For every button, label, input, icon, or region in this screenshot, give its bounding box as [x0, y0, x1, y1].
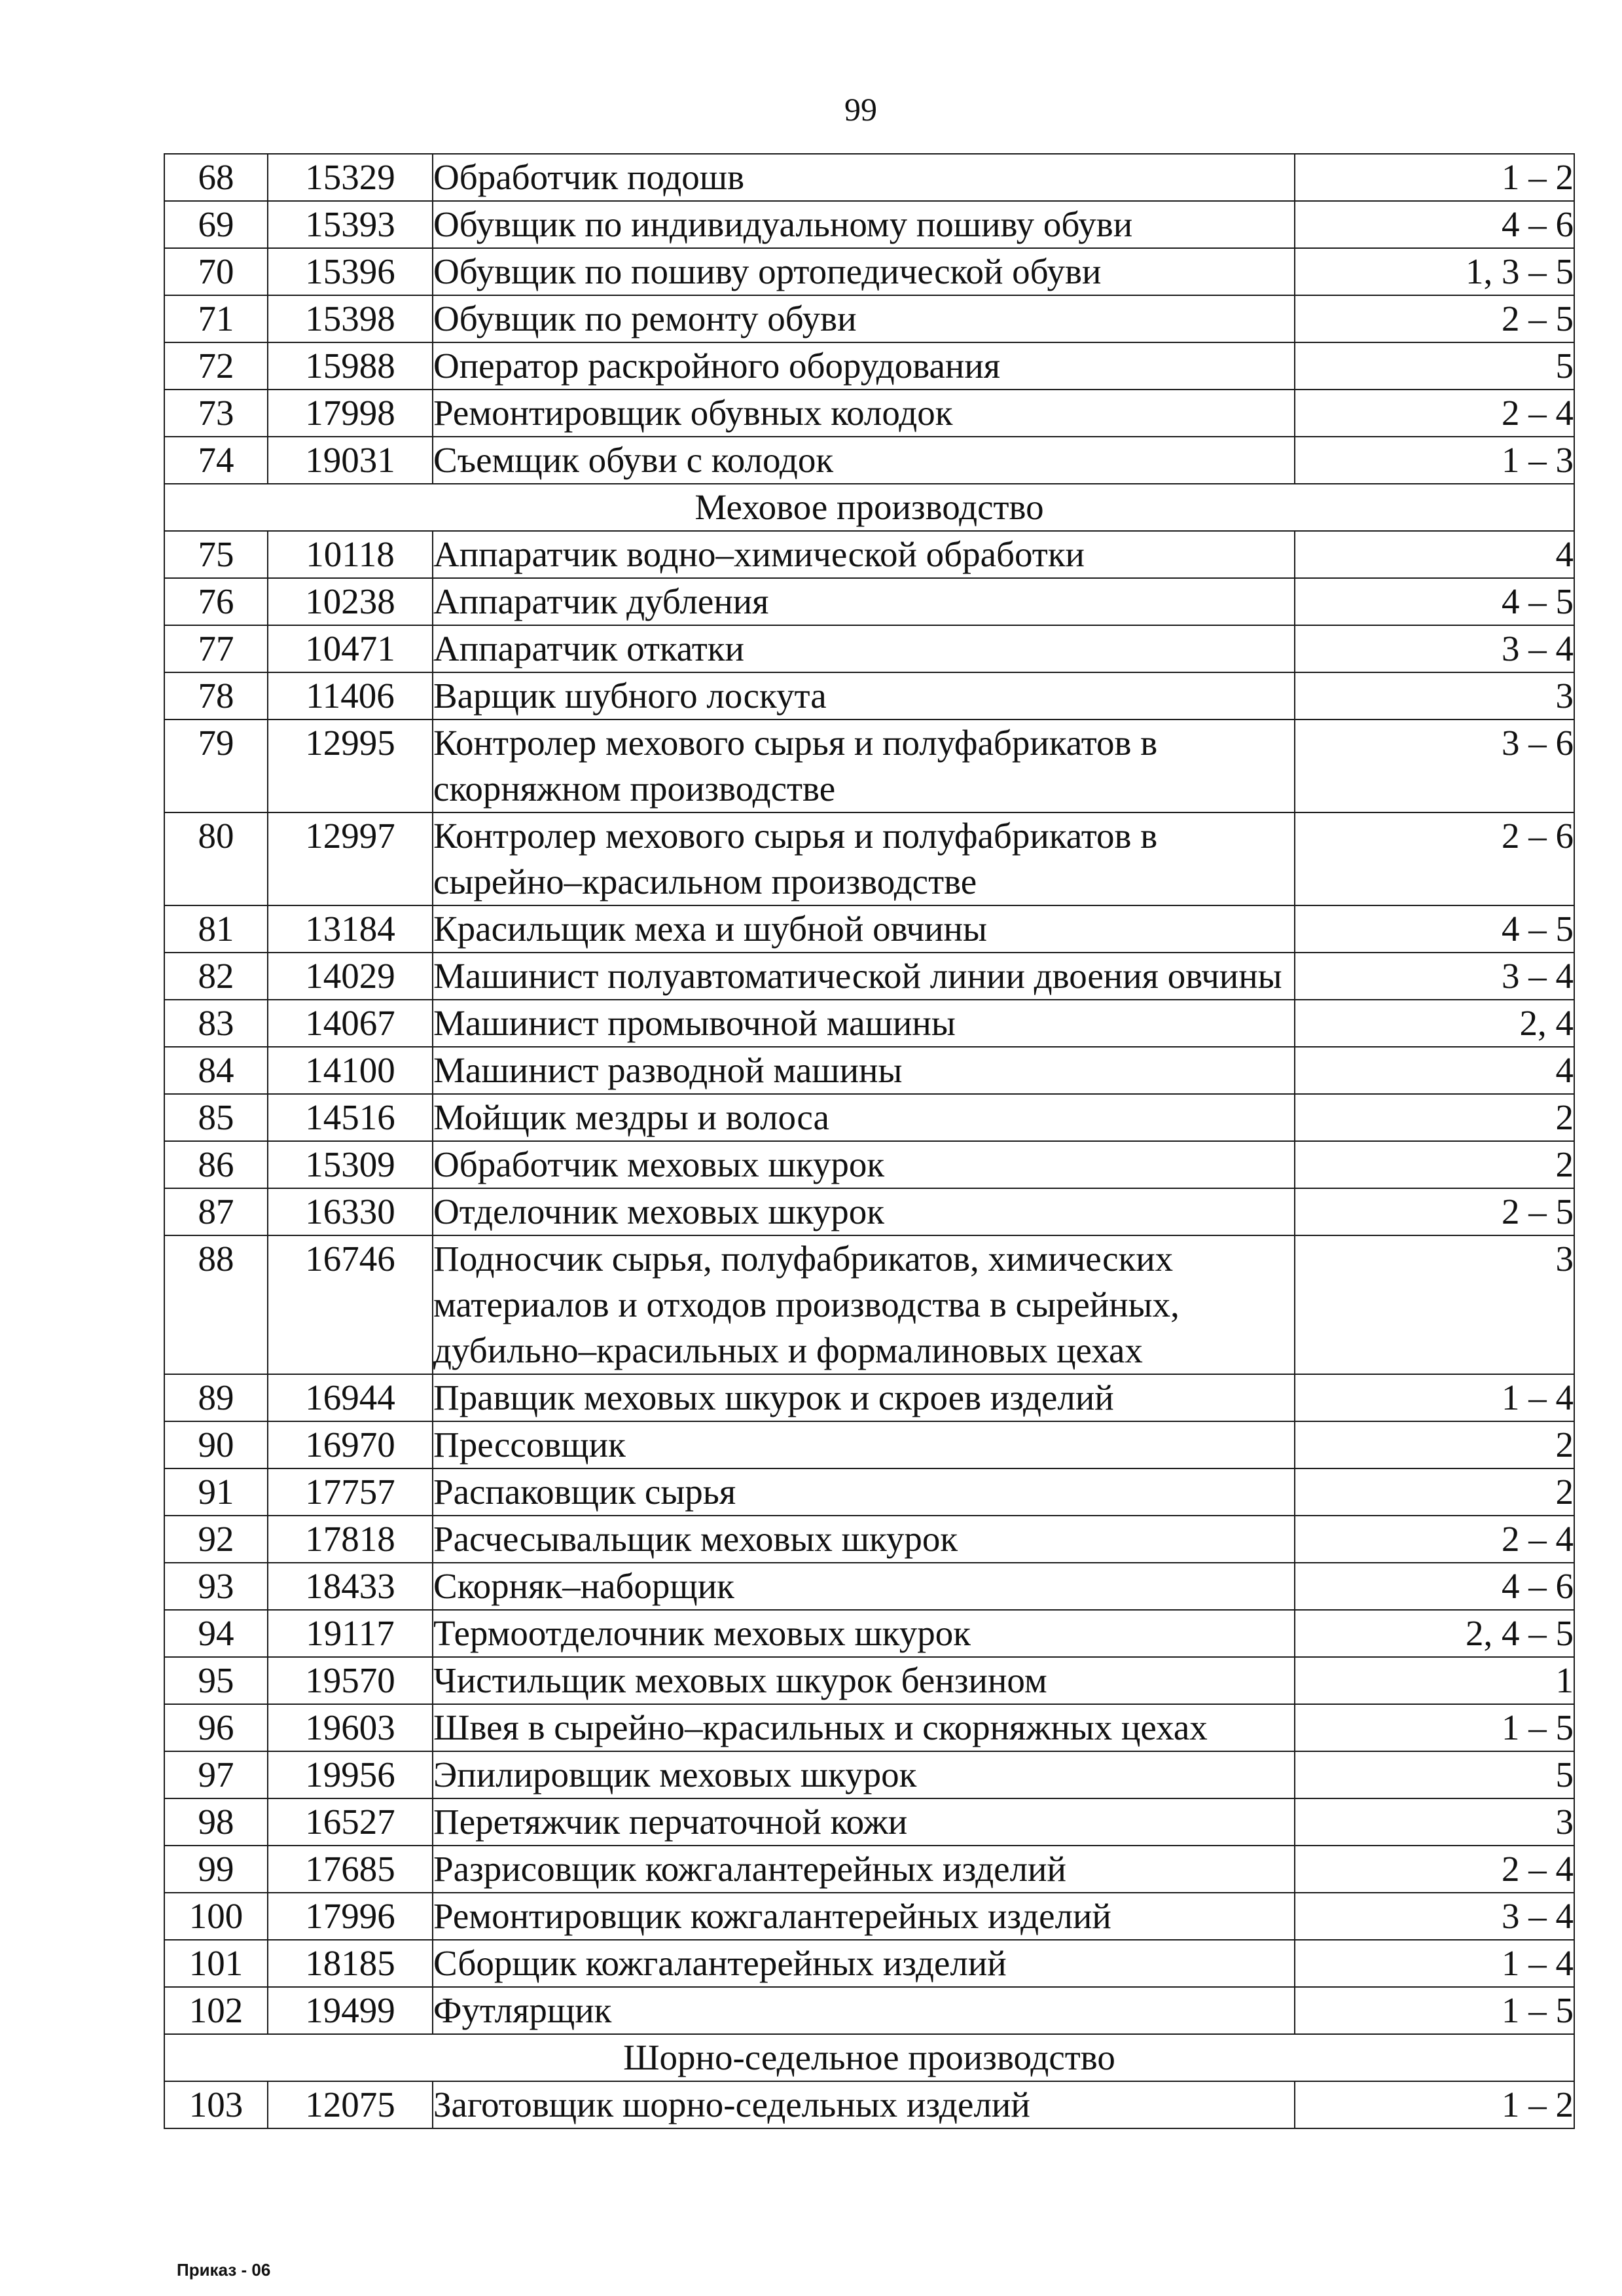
profession-name-cell: Обработчик меховых шкурок: [433, 1141, 1295, 1188]
section-title: Шорно-седельное производство: [164, 2034, 1574, 2081]
profession-code-cell: 16527: [268, 1798, 433, 1846]
table-row: [164, 1374, 1574, 1421]
profession-code-cell: 19956: [268, 1751, 433, 1798]
row-number-cell: 76: [164, 578, 268, 625]
profession-name-cell: Распаковщик сырья: [433, 1468, 1295, 1516]
profession-code-cell: 19031: [268, 437, 433, 484]
row-number-cell: 99: [164, 1846, 268, 1893]
table-row: [164, 295, 1574, 342]
profession-name-cell: Разрисовщик кожгалантерейных изделий: [433, 1846, 1295, 1893]
row-number-cell: 101: [164, 1940, 268, 1987]
profession-name-cell: Варщик шубного лоскута: [433, 672, 1295, 720]
grade-range-cell: 5: [1295, 342, 1574, 390]
table-row: [164, 1047, 1574, 1094]
table-row: [164, 672, 1574, 720]
row-number-cell: 103: [164, 2081, 268, 2128]
table-row: [164, 248, 1574, 295]
profession-code-cell: 15393: [268, 201, 433, 248]
page-number: 99: [844, 91, 877, 128]
profession-name-cell: Красильщик меха и шубной овчины: [433, 905, 1295, 953]
table-row: [164, 1421, 1574, 1468]
row-number-cell: 102: [164, 1987, 268, 2034]
row-number-cell: 96: [164, 1704, 268, 1751]
profession-code-cell: 17998: [268, 390, 433, 437]
row-number-cell: 84: [164, 1047, 268, 1094]
profession-code-cell: 16970: [268, 1421, 433, 1468]
grade-range-cell: 2 – 4: [1295, 390, 1574, 437]
grade-range-cell: 1 – 4: [1295, 1940, 1574, 1987]
table-row: [164, 390, 1574, 437]
table-row: [164, 1188, 1574, 1235]
grade-range-cell: 2: [1295, 1468, 1574, 1516]
table-row: [164, 1000, 1574, 1047]
row-number-cell: 73: [164, 390, 268, 437]
profession-name-cell: Оператор раскройного оборудования: [433, 342, 1295, 390]
table-row: [164, 154, 1574, 201]
profession-code-cell: 18185: [268, 1940, 433, 1987]
profession-name-cell: Обувщик по индивидуальному пошиву обуви: [433, 201, 1295, 248]
profession-name-cell: Прессовщик: [433, 1421, 1295, 1468]
row-number-cell: 91: [164, 1468, 268, 1516]
profession-name-cell: Термоотделочник меховых шкурок: [433, 1610, 1295, 1657]
profession-code-cell: 17757: [268, 1468, 433, 1516]
grade-range-cell: 3 – 6: [1295, 720, 1574, 812]
table-row: [164, 812, 1574, 905]
row-number-cell: 74: [164, 437, 268, 484]
profession-code-cell: 18433: [268, 1563, 433, 1610]
profession-name-cell: Обувщик по пошиву ортопедической обуви: [433, 248, 1295, 295]
profession-name-cell: Аппаратчик водно–химической обработки: [433, 531, 1295, 578]
profession-code-cell: 10471: [268, 625, 433, 672]
table-row: [164, 1516, 1574, 1563]
profession-code-cell: 17685: [268, 1846, 433, 1893]
profession-code-cell: 15309: [268, 1141, 433, 1188]
profession-code-cell: 12995: [268, 720, 433, 812]
profession-name-cell: Футлярщик: [433, 1987, 1295, 2034]
profession-table-body: [164, 154, 1574, 2128]
profession-name-cell: Мойщик мездры и волоса: [433, 1094, 1295, 1141]
profession-code-cell: 14100: [268, 1047, 433, 1094]
table-row: [164, 1610, 1574, 1657]
profession-name-cell: Заготовщик шорно-седельных изделий: [433, 2081, 1295, 2128]
table-row: [164, 1987, 1574, 2034]
row-number-cell: 83: [164, 1000, 268, 1047]
table-row: [164, 342, 1574, 390]
row-number-cell: 98: [164, 1798, 268, 1846]
row-number-cell: 97: [164, 1751, 268, 1798]
table-row: [164, 625, 1574, 672]
table-row: [164, 1657, 1574, 1704]
table-row: [164, 1940, 1574, 1987]
profession-code-cell: 15396: [268, 248, 433, 295]
profession-code-cell: 12997: [268, 812, 433, 905]
profession-code-cell: 13184: [268, 905, 433, 953]
grade-range-cell: 4 – 5: [1295, 905, 1574, 953]
grade-range-cell: 3 – 4: [1295, 625, 1574, 672]
profession-code-cell: 19603: [268, 1704, 433, 1751]
profession-table: [164, 153, 1575, 2129]
grade-range-cell: 1 – 2: [1295, 154, 1574, 201]
row-number-cell: 86: [164, 1141, 268, 1188]
row-number-cell: 75: [164, 531, 268, 578]
grade-range-cell: 2, 4 – 5: [1295, 1610, 1574, 1657]
row-number-cell: 88: [164, 1235, 268, 1374]
grade-range-cell: 4: [1295, 1047, 1574, 1094]
row-number-cell: 82: [164, 953, 268, 1000]
row-number-cell: 68: [164, 154, 268, 201]
table-row: [164, 1704, 1574, 1751]
table-row: [164, 1563, 1574, 1610]
grade-range-cell: 2 – 4: [1295, 1516, 1574, 1563]
row-number-cell: 69: [164, 201, 268, 248]
profession-code-cell: 15329: [268, 154, 433, 201]
profession-code-cell: 15398: [268, 295, 433, 342]
table-row: [164, 531, 1574, 578]
profession-name-cell: Отделочник меховых шкурок: [433, 1188, 1295, 1235]
grade-range-cell: 4 – 6: [1295, 1563, 1574, 1610]
table-row: [164, 437, 1574, 484]
grade-range-cell: 2 – 5: [1295, 295, 1574, 342]
table-row: [164, 720, 1574, 812]
grade-range-cell: 2 – 4: [1295, 1846, 1574, 1893]
row-number-cell: 72: [164, 342, 268, 390]
profession-name-cell: Обувщик по ремонту обуви: [433, 295, 1295, 342]
section-header-row: [164, 2034, 1574, 2081]
profession-code-cell: 14516: [268, 1094, 433, 1141]
profession-name-cell: Машинист промывочной машины: [433, 1000, 1295, 1047]
row-number-cell: 93: [164, 1563, 268, 1610]
profession-code-cell: 12075: [268, 2081, 433, 2128]
table-row: [164, 1141, 1574, 1188]
profession-code-cell: 10238: [268, 578, 433, 625]
profession-name-cell: Чистильщик меховых шкурок бензином: [433, 1657, 1295, 1704]
table-row: [164, 905, 1574, 953]
profession-name-cell: Съемщик обуви с колодок: [433, 437, 1295, 484]
grade-range-cell: 1 – 4: [1295, 1374, 1574, 1421]
table-row: [164, 1468, 1574, 1516]
row-number-cell: 80: [164, 812, 268, 905]
profession-name-cell: Ремонтировщик кожгалантерейных изделий: [433, 1893, 1295, 1940]
row-number-cell: 100: [164, 1893, 268, 1940]
grade-range-cell: 1 – 3: [1295, 437, 1574, 484]
row-number-cell: 79: [164, 720, 268, 812]
row-number-cell: 85: [164, 1094, 268, 1141]
row-number-cell: 70: [164, 248, 268, 295]
section-title: Меховое производство: [164, 484, 1574, 531]
profession-name-cell: Контролер мехового сырья и полуфабрикатов в скорняжном производстве: [433, 720, 1295, 812]
table-row: [164, 953, 1574, 1000]
grade-range-cell: 2: [1295, 1094, 1574, 1141]
table-row: [164, 1094, 1574, 1141]
profession-name-cell: Эпилировщик меховых шкурок: [433, 1751, 1295, 1798]
profession-name-cell: Перетяжчик перчаточной кожи: [433, 1798, 1295, 1846]
table-row: [164, 1846, 1574, 1893]
table-row: [164, 1893, 1574, 1940]
table-row: [164, 2081, 1574, 2128]
grade-range-cell: 2 – 6: [1295, 812, 1574, 905]
grade-range-cell: 2 – 5: [1295, 1188, 1574, 1235]
profession-name-cell: Скорняк–наборщик: [433, 1563, 1295, 1610]
document-footer-label: Приказ - 06: [177, 2260, 271, 2280]
grade-range-cell: 3: [1295, 1798, 1574, 1846]
profession-name-cell: Контролер мехового сырья и полуфабрикатов в сырейно–красильном производстве: [433, 812, 1295, 905]
profession-name-cell: Машинист полуавтоматической линии двоения овчины: [433, 953, 1295, 1000]
grade-range-cell: 4 – 5: [1295, 578, 1574, 625]
profession-code-cell: 19499: [268, 1987, 433, 2034]
profession-name-cell: Швея в сырейно–красильных и скорняжных цехах: [433, 1704, 1295, 1751]
row-number-cell: 71: [164, 295, 268, 342]
row-number-cell: 92: [164, 1516, 268, 1563]
grade-range-cell: 3 – 4: [1295, 1893, 1574, 1940]
grade-range-cell: 1 – 2: [1295, 2081, 1574, 2128]
grade-range-cell: 1 – 5: [1295, 1987, 1574, 2034]
row-number-cell: 94: [164, 1610, 268, 1657]
grade-range-cell: 4: [1295, 531, 1574, 578]
row-number-cell: 87: [164, 1188, 268, 1235]
profession-name-cell: Ремонтировщик обувных колодок: [433, 390, 1295, 437]
profession-code-cell: 19570: [268, 1657, 433, 1704]
profession-code-cell: 17996: [268, 1893, 433, 1940]
profession-name-cell: Аппаратчик откатки: [433, 625, 1295, 672]
row-number-cell: 81: [164, 905, 268, 953]
grade-range-cell: 3: [1295, 1235, 1574, 1374]
profession-code-cell: 19117: [268, 1610, 433, 1657]
row-number-cell: 89: [164, 1374, 268, 1421]
grade-range-cell: 2, 4: [1295, 1000, 1574, 1047]
profession-code-cell: 10118: [268, 531, 433, 578]
grade-range-cell: 1: [1295, 1657, 1574, 1704]
table-row: [164, 201, 1574, 248]
table-row: [164, 578, 1574, 625]
profession-name-cell: Расчесывальщик меховых шкурок: [433, 1516, 1295, 1563]
profession-code-cell: 16944: [268, 1374, 433, 1421]
profession-name-cell: Подносчик сырья, полуфабрикатов, химических материалов и отходов производства в сырейных, дубильно–красильных и формалиновых цехах: [433, 1235, 1295, 1374]
profession-name-cell: Правщик меховых шкурок и скроев изделий: [433, 1374, 1295, 1421]
grade-range-cell: 3 – 4: [1295, 953, 1574, 1000]
profession-name-cell: Обработчик подошв: [433, 154, 1295, 201]
profession-code-cell: 14067: [268, 1000, 433, 1047]
profession-code-cell: 16746: [268, 1235, 433, 1374]
profession-code-cell: 15988: [268, 342, 433, 390]
grade-range-cell: 1 – 5: [1295, 1704, 1574, 1751]
grade-range-cell: 4 – 6: [1295, 201, 1574, 248]
section-header-row: [164, 484, 1574, 531]
row-number-cell: 77: [164, 625, 268, 672]
row-number-cell: 78: [164, 672, 268, 720]
profession-code-cell: 14029: [268, 953, 433, 1000]
row-number-cell: 95: [164, 1657, 268, 1704]
profession-name-cell: Аппаратчик дубления: [433, 578, 1295, 625]
profession-code-cell: 11406: [268, 672, 433, 720]
profession-name-cell: Сборщик кожгалантерейных изделий: [433, 1940, 1295, 1987]
table-row: [164, 1235, 1574, 1374]
table-row: [164, 1798, 1574, 1846]
profession-code-cell: 17818: [268, 1516, 433, 1563]
grade-range-cell: 5: [1295, 1751, 1574, 1798]
grade-range-cell: 1, 3 – 5: [1295, 248, 1574, 295]
grade-range-cell: 3: [1295, 672, 1574, 720]
profession-name-cell: Машинист разводной машины: [433, 1047, 1295, 1094]
table-row: [164, 1751, 1574, 1798]
row-number-cell: 90: [164, 1421, 268, 1468]
grade-range-cell: 2: [1295, 1421, 1574, 1468]
grade-range-cell: 2: [1295, 1141, 1574, 1188]
profession-code-cell: 16330: [268, 1188, 433, 1235]
